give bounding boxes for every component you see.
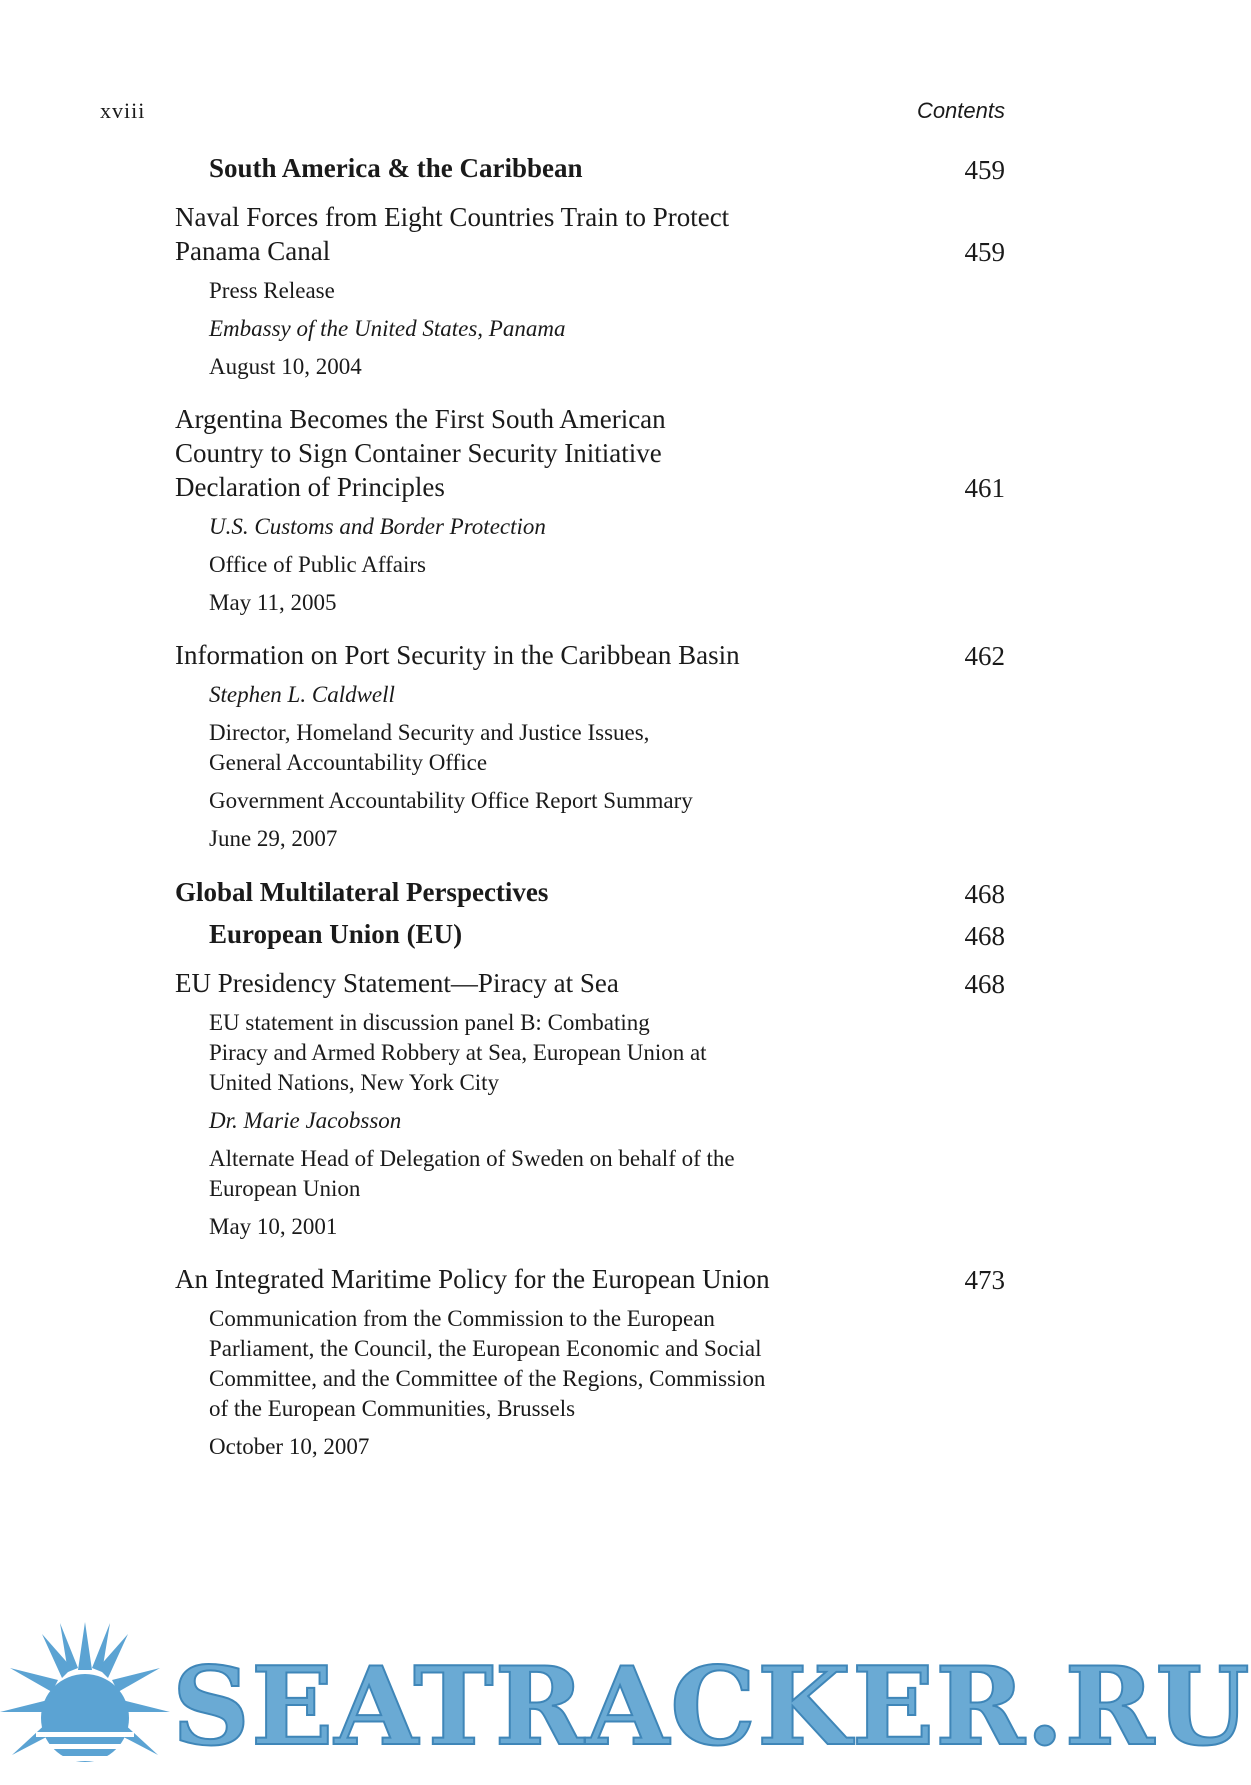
page-number: 468 bbox=[964, 879, 1005, 909]
toc-entry bbox=[175, 402, 1005, 504]
entry-date: June 29, 2007 bbox=[209, 826, 338, 851]
entry-title: An Integrated Maritime Policy for the European Union bbox=[175, 1264, 770, 1294]
entry-detail: Communication from the Commission to the European Parliament, the Council, the European Economic and Social Committee, and the Committee of the Regions, Commission of the European Communities, Brussels bbox=[209, 1306, 766, 1421]
toc-entry bbox=[175, 1262, 1005, 1296]
watermark-text: SEATRACKER.RU bbox=[172, 1644, 1251, 1770]
entry-detail: Alternate Head of Delegation of Sweden on behalf of the European Union bbox=[209, 1146, 735, 1201]
page-number: 473 bbox=[964, 1265, 1005, 1295]
watermark-banner bbox=[0, 1620, 1251, 1785]
entry-title: Argentina Becomes the First South American Country to Sign Container Security Initiative Declaration of Principles bbox=[175, 404, 666, 502]
toc-section bbox=[175, 874, 1005, 910]
page-number: 459 bbox=[964, 237, 1005, 267]
entry-author: Stephen L. Caldwell bbox=[209, 682, 395, 707]
table-of-contents bbox=[175, 150, 1005, 1462]
toc-entry bbox=[175, 200, 1005, 268]
entry-date: October 10, 2007 bbox=[209, 1434, 370, 1459]
page-number: 462 bbox=[964, 641, 1005, 671]
toc-section bbox=[175, 916, 1005, 952]
entry-title: Information on Port Security in the Caribbean Basin bbox=[175, 640, 740, 670]
page-number: 468 bbox=[964, 921, 1005, 951]
entry-author: Embassy of the United States, Panama bbox=[209, 316, 566, 341]
section-title: Global Multilateral Perspectives bbox=[175, 877, 549, 907]
running-title: Contents bbox=[916, 98, 1005, 123]
entry-author: Dr. Marie Jacobsson bbox=[209, 1108, 402, 1133]
entry-date: May 11, 2005 bbox=[209, 590, 337, 615]
entry-detail: Government Accountability Office Report Summary bbox=[209, 788, 693, 813]
entry-date: August 10, 2004 bbox=[209, 354, 362, 379]
page-number: 461 bbox=[964, 473, 1005, 503]
entry-title: EU Presidency Statement—Piracy at Sea bbox=[175, 968, 619, 998]
toc-section bbox=[175, 150, 1005, 186]
section-title: European Union (EU) bbox=[209, 919, 463, 949]
toc-entry bbox=[175, 966, 1005, 1000]
page-number: 468 bbox=[964, 969, 1005, 999]
entry-author: U.S. Customs and Border Protection bbox=[209, 514, 546, 539]
entry-detail: Press Release bbox=[209, 278, 335, 303]
entry-title: Naval Forces from Eight Countries Train to Protect Panama Canal bbox=[175, 202, 730, 266]
entry-detail: Director, Homeland Security and Justice Issues, General Accountability Office bbox=[209, 720, 650, 775]
entry-date: May 10, 2001 bbox=[209, 1214, 338, 1239]
sun-icon bbox=[0, 1620, 170, 1785]
entry-detail: Office of Public Affairs bbox=[209, 552, 426, 577]
page-numeral: xviii bbox=[100, 98, 146, 123]
section-title: South America & the Caribbean bbox=[209, 153, 583, 183]
toc-entry bbox=[175, 638, 1005, 672]
page-number: 459 bbox=[964, 155, 1005, 185]
entry-detail: EU statement in discussion panel B: Combating Piracy and Armed Robbery at Sea, European Union at United Nations, New York City bbox=[209, 1010, 707, 1095]
